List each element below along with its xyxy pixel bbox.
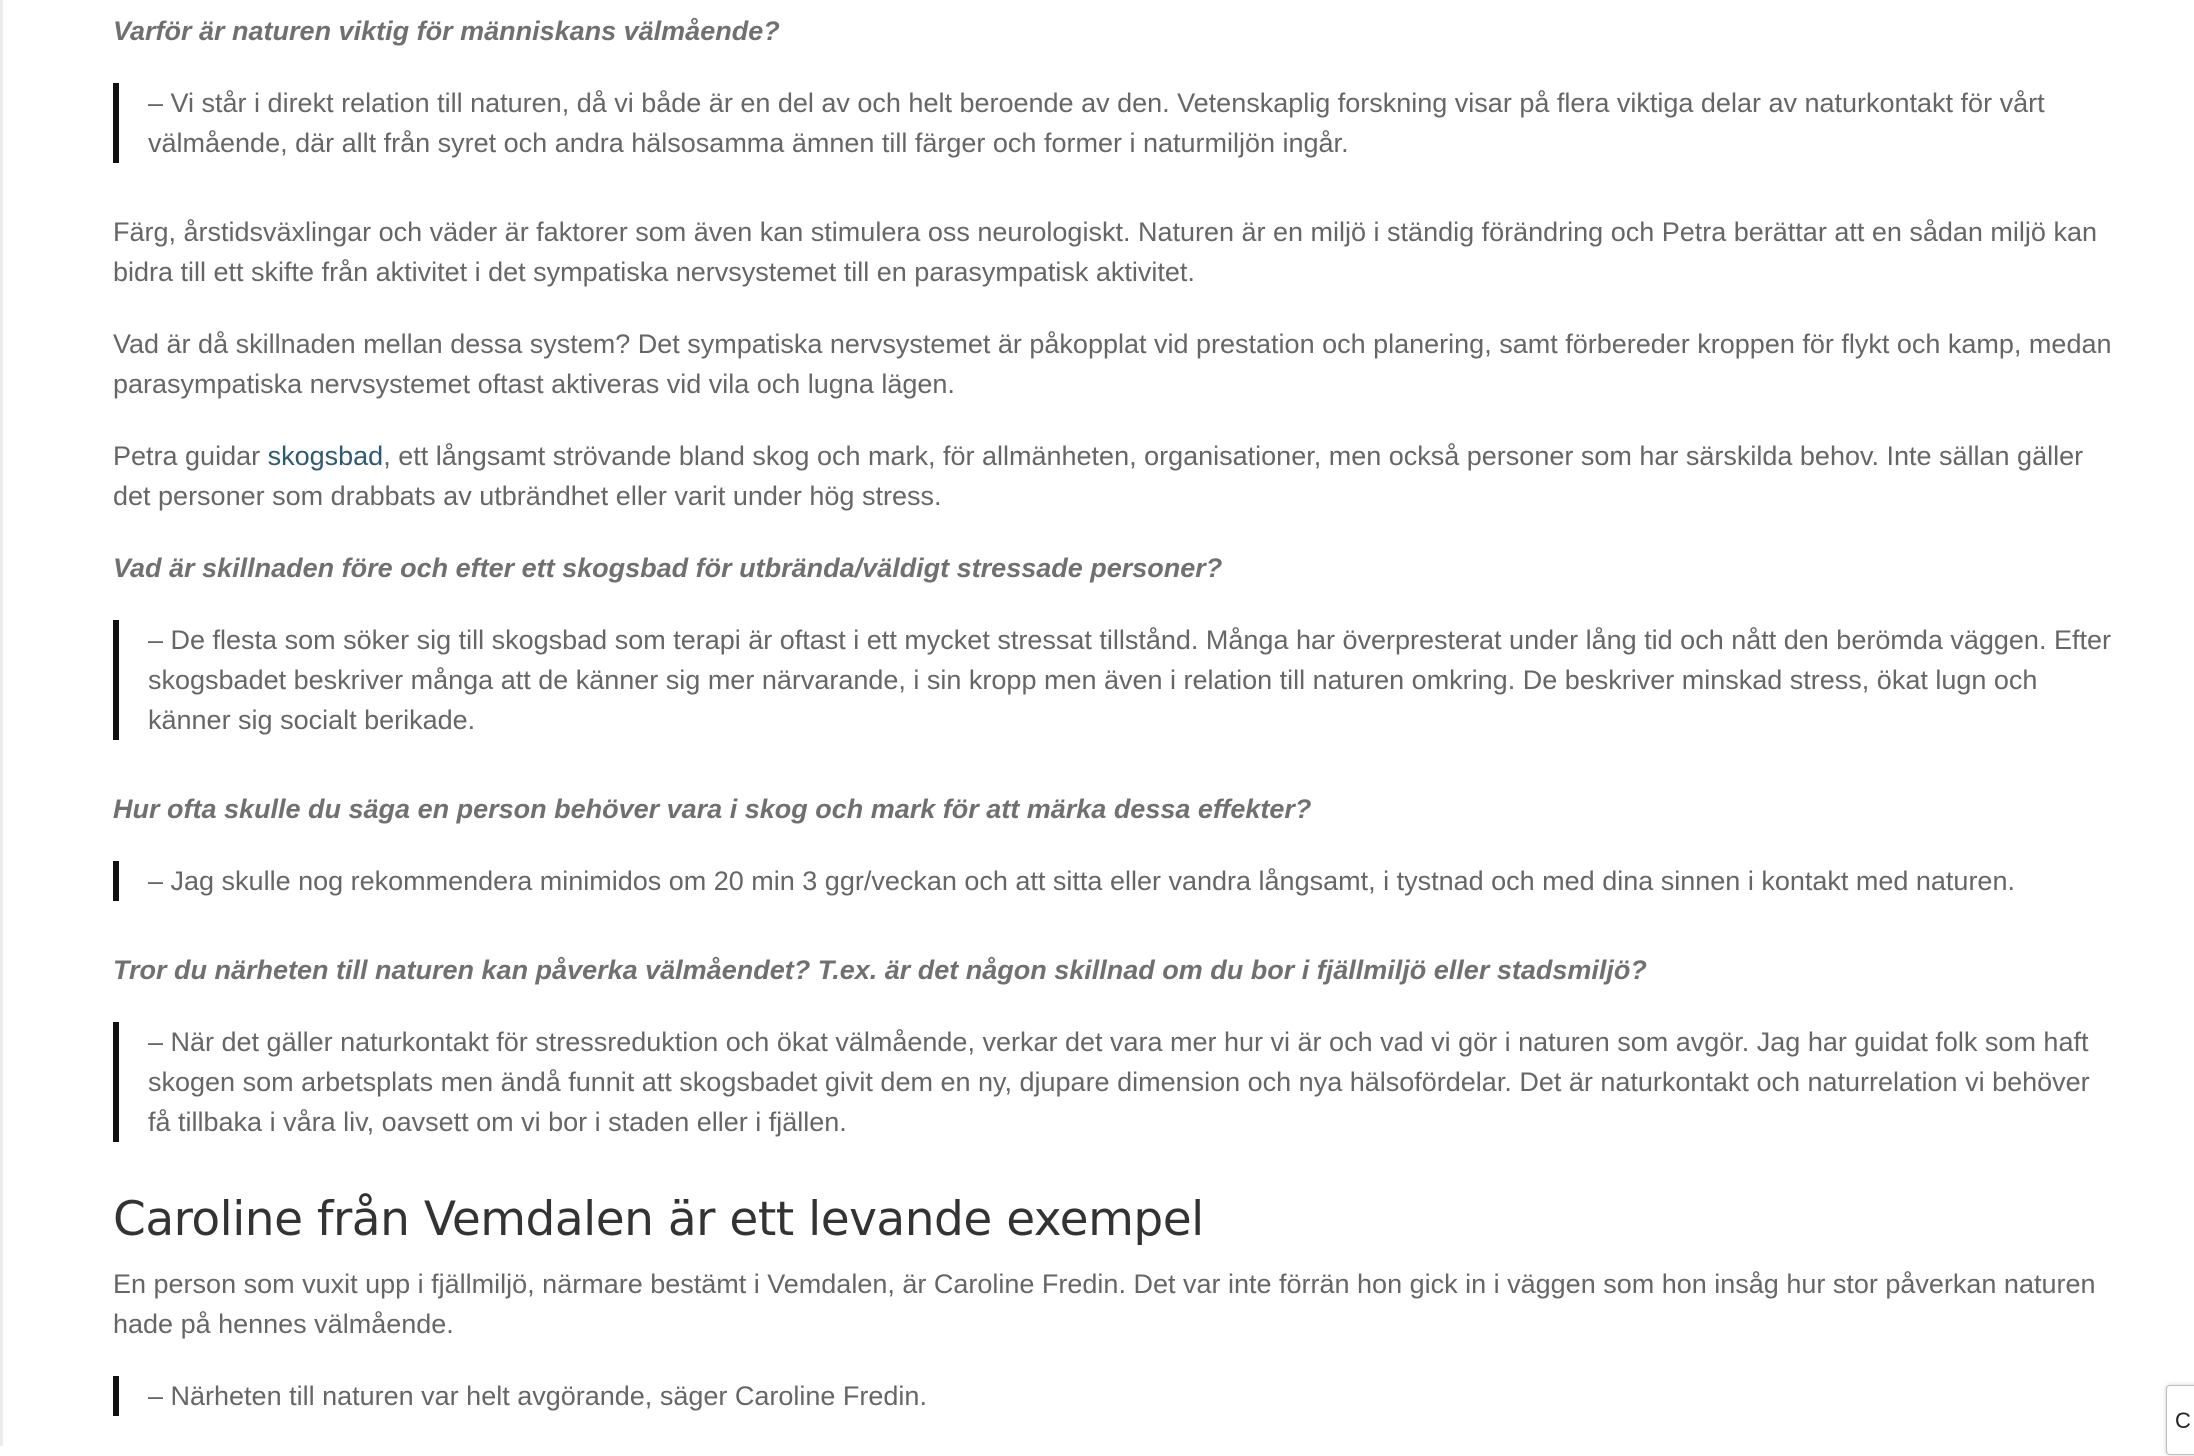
answer-quote-1 — [113, 83, 2113, 163]
question-text: Vad är skillnaden före och efter ett skogsbad för utbrända/väldigt stressade personer? — [113, 553, 1223, 583]
answer-quote-2 — [113, 620, 2113, 740]
paragraph-caroline-intro — [113, 1264, 2113, 1344]
question-proximity — [113, 950, 2113, 990]
question-text: Hur ofta skulle du säga en person behöver vara i skog och mark för att märka dessa effekter? — [113, 794, 1312, 824]
section-heading-caroline — [113, 1190, 2113, 1250]
paragraph-petra-guides — [113, 436, 2113, 516]
paragraph-text-start: Petra guidar — [113, 441, 268, 471]
paragraph-text-end: , ett långsamt strövande bland skog och mark, för allmänheten, organisationer, men också personer som har särskilda behov. Inte sällan gäller det personer som drabbats av utbrändhet eller varit under hög stress. — [113, 441, 2084, 511]
paragraph-nervous-systems — [113, 324, 2113, 404]
blockquote-text: – Närheten till naturen var helt avgörande, säger Caroline Fredin. — [113, 1376, 2113, 1416]
answer-quote-5 — [113, 1376, 2113, 1416]
question-text: Varför är naturen viktig för människans välmående? — [113, 16, 780, 46]
section-heading: Caroline från Vemdalen är ett levande exempel — [113, 1192, 1204, 1247]
left-edge-border — [0, 0, 3, 1446]
question-text: Tror du närheten till naturen kan påverka välmåendet? T.ex. är det någon skillnad om du bor i fjällmiljö eller stadsmiljö? — [113, 955, 1647, 985]
corner-popup-widget[interactable] — [2166, 1385, 2194, 1455]
blockquote-text: – När det gäller naturkontakt för stressreduktion och ökat välmående, verkar det vara mer hur vi är och vad vi gör i naturen som avgör. Jag har guidat folk som haft skogen som arbetsplats men ändå funnit att skogsbadet givit dem en ny, djupare dimension och nya hälsofördelar. Det är naturkontakt och naturrelation vi behöver få tillbaka i våra liv, oavsett om vi bor i staden eller i fjällen. — [113, 1022, 2113, 1142]
corner-widget-label: C — [2175, 1408, 2191, 1433]
paragraph-text — [113, 436, 2113, 516]
paragraph-text: Vad är då skillnaden mellan dessa system? Det sympatiska nervsystemet är påkopplat vid prestation och planering, samt förbereder kroppen för flykt och kamp, medan parasympatiska nervsystemet oftast aktiveras vid vila och lugna lägen. — [113, 329, 2112, 399]
blockquote-text: – Jag skulle nog rekommendera minimidos om 20 min 3 ggr/veckan och att sitta eller vandra långsamt, i tystnad och med dina sinnen i kontakt med naturen. — [113, 861, 2113, 901]
paragraph-text: En person som vuxit upp i fjällmiljö, närmare bestämt i Vemdalen, är Caroline Fredin. Det var inte förrän hon gick in i väggen som hon insåg hur stor påverkan naturen hade på hennes välmående. — [113, 1269, 2096, 1339]
blockquote-text: – De flesta som söker sig till skogsbad som terapi är oftast i ett mycket stressat tillstånd. Många har överpresterat under lång tid och nått den berömda väggen. Efter skogsbadet beskriver många att de känner sig mer närvarande, i sin kropp men även i relation till naturen omkring. De beskriver minskad stress, ökat lugn och känner sig socialt berikade. — [113, 620, 2113, 740]
paragraph-text: Färg, årstidsväxlingar och väder är faktorer som även kan stimulera oss neurologiskt. Naturen är en miljö i ständig förändring och Petra berättar att en sådan miljö kan bidra till ett skifte från aktivitet i det sympatiska nervsystemet till en parasympatisk aktivitet. — [113, 217, 2097, 287]
blockquote-text: – Vi står i direkt relation till naturen, då vi både är en del av och helt beroende av den. Vetenskaplig forskning visar på flera viktiga delar av naturkontakt för vårt välmående, där allt från syret och andra hälsosamma ämnen till färger och former i naturmiljön ingår. — [113, 83, 2113, 163]
skogsbad-link[interactable]: skogsbad — [267, 441, 384, 471]
question-before-after — [113, 548, 2113, 588]
question-how-often — [113, 789, 2113, 829]
question-why-nature — [113, 11, 2113, 51]
paragraph-color-seasons — [113, 212, 2113, 292]
answer-quote-4 — [113, 1022, 2113, 1142]
answer-quote-3 — [113, 861, 2113, 901]
